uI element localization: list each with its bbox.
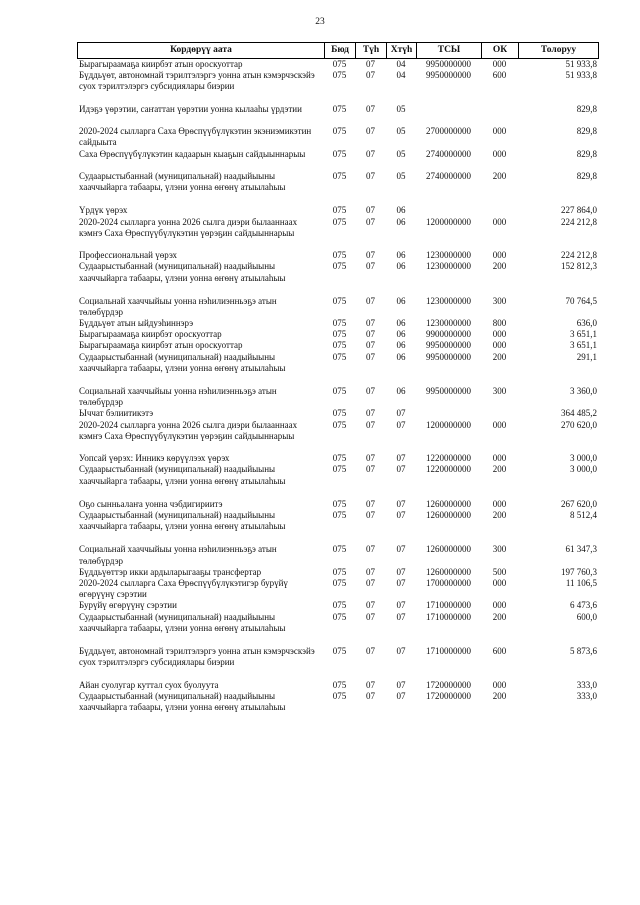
row-khtyh: 06 <box>396 329 406 340</box>
table-row <box>77 680 599 691</box>
row-biud: 075 <box>332 566 347 577</box>
row-name: Ыччат бэлиитикэтэ <box>79 408 154 419</box>
header-total: Толоруу <box>540 45 577 55</box>
row-khtyh: 07 <box>396 453 406 464</box>
row-khtyh: 06 <box>396 261 406 272</box>
row-tyh: 07 <box>366 70 375 81</box>
table-row <box>77 70 599 104</box>
table-row <box>77 217 599 251</box>
row-khtyh: 06 <box>396 250 406 261</box>
header-khtyh: Хтүһ <box>387 43 417 58</box>
row-biud: 075 <box>332 295 347 306</box>
table-row <box>77 510 599 532</box>
row-name: Бурүйү өгөрүүнү сэрэтии <box>79 600 177 611</box>
row-tsy: 1200000000 <box>426 419 471 430</box>
row-biud: 075 <box>332 59 347 69</box>
row-amount: 51 933,8 <box>565 70 597 81</box>
row-amount: 8 512,4 <box>570 509 597 520</box>
row-ok: 000 <box>492 148 507 159</box>
row-biud: 075 <box>332 408 347 419</box>
table-row <box>77 104 599 126</box>
row-khtyh: 06 <box>396 295 406 306</box>
row-biud: 075 <box>332 544 347 555</box>
row-amount: 3 360,0 <box>570 386 597 397</box>
row-amount: 227 864,0 <box>561 205 597 216</box>
row-tsy: 1710000000 <box>426 600 471 611</box>
row-tsy: 1700000000 <box>426 577 471 588</box>
row-tyh: 07 <box>366 600 375 611</box>
row-amount: 51 933,8 <box>565 59 597 69</box>
row-name: Бырагыраамаҕа киирбэт ороскуоттар <box>79 329 222 340</box>
row-name: Уопсай үөрэх: Инникэ көрүүлээх үөрэх <box>79 453 230 464</box>
row-ok: 000 <box>492 453 507 464</box>
row-tyh: 07 <box>366 318 375 329</box>
row-khtyh: 07 <box>396 408 406 419</box>
row-biud: 075 <box>332 509 347 520</box>
row-amount: 291,1 <box>576 351 597 362</box>
row-ok: 000 <box>492 419 507 430</box>
row-khtyh: 07 <box>396 679 406 690</box>
row-tyh: 07 <box>366 645 375 656</box>
row-amount: 636,0 <box>576 318 597 329</box>
row-tsy <box>416 408 481 419</box>
row-khtyh: 05 <box>396 103 406 114</box>
row-tsy: 1200000000 <box>426 216 471 227</box>
row-ok: 000 <box>492 329 507 340</box>
row-biud: 075 <box>332 318 347 329</box>
row-khtyh: 07 <box>396 544 406 555</box>
row-ok: 200 <box>492 261 507 272</box>
table-row <box>77 612 599 634</box>
row-amount: 333,0 <box>576 690 597 701</box>
row-khtyh: 07 <box>396 509 406 520</box>
row-name: Судаарыстыбаннай (муниципальнай) наадыйыыны хааччыйарга табаары, үлэни уонна өҥөнү атыылаһыы <box>79 261 286 283</box>
row-ok: 000 <box>492 59 507 69</box>
row-biud: 075 <box>332 690 347 701</box>
row-khtyh: 07 <box>396 419 406 430</box>
row-tsy: 1260000000 <box>426 566 471 577</box>
row-tyh: 07 <box>366 464 375 475</box>
row-biud: 075 <box>332 351 347 362</box>
row-ok: 600 <box>492 645 507 656</box>
row-amount: 270 620,0 <box>561 419 597 430</box>
row-tyh: 07 <box>366 419 375 430</box>
row-name: Саха Өрөспүүбүлүкэтин кадаарын кыаҕын сайдыыннарыы <box>79 148 306 159</box>
row-ok: 200 <box>492 351 507 362</box>
row-tyh: 07 <box>366 329 375 340</box>
row-ok: 200 <box>492 509 507 520</box>
row-amount: 829,8 <box>576 148 597 159</box>
row-tsy: 9950000000 <box>426 340 471 351</box>
row-biud: 075 <box>332 498 347 509</box>
row-name: Профессиональнай үөрэх <box>79 250 177 261</box>
row-tsy: 9900000000 <box>426 329 471 340</box>
row-amount: 3 651,1 <box>570 329 597 340</box>
row-khtyh: 05 <box>396 170 406 181</box>
row-tyh: 07 <box>366 295 375 306</box>
page-number: 23 <box>315 17 325 27</box>
row-name: Бүддьүөт, автономнай тэрилтэлэргэ уонна атын кэмэрчэскэйэ суох тэрилтэлэргэ субсидиялары биэрии <box>79 645 315 668</box>
row-khtyh: 07 <box>396 577 406 588</box>
row-khtyh: 06 <box>396 351 406 362</box>
row-biud: 075 <box>332 611 347 622</box>
row-name: Идэҕэ үөрэтии, саҥаттан үөрэтии уонна кылааһы үрдэтии <box>79 103 302 114</box>
row-khtyh: 07 <box>396 566 406 577</box>
row-ok <box>481 104 518 126</box>
row-khtyh: 07 <box>396 464 406 475</box>
row-ok: 000 <box>492 250 507 261</box>
row-name: Үрдүк үөрэх <box>79 205 128 216</box>
row-tsy: 2700000000 <box>426 126 471 137</box>
row-name: Бүддьүөттэр икки ардыларыгааҕы трансфертар <box>79 566 262 577</box>
header-name: Кордөрүү аата <box>78 43 325 58</box>
row-khtyh: 06 <box>396 205 406 216</box>
row-khtyh: 07 <box>396 498 406 509</box>
row-tsy: 1710000000 <box>426 645 471 656</box>
row-tyh: 07 <box>366 690 375 701</box>
table-row <box>77 499 599 510</box>
row-name: 2020-2024 сылларга Саха Өрөспүүбүлүкэтигэр бурүйү өгөрүүнү сэрэтии <box>79 577 288 600</box>
row-tyh: 07 <box>366 611 375 622</box>
row-biud: 075 <box>332 386 347 397</box>
row-amount: 364 485,2 <box>561 408 597 419</box>
row-amount: 6 473,6 <box>570 600 597 611</box>
row-tsy: 9950000000 <box>426 59 471 69</box>
row-name: Бырагыраамаҕа киирбэт атын ороскуоттар <box>79 59 243 69</box>
table-row <box>77 386 599 408</box>
row-tyh: 07 <box>366 577 375 588</box>
row-tsy: 1260000000 <box>426 498 471 509</box>
row-amount: 333,0 <box>576 679 597 690</box>
row-tyh: 07 <box>366 148 375 159</box>
row-tyh: 07 <box>366 205 375 216</box>
row-biud: 075 <box>332 453 347 464</box>
row-ok <box>481 205 518 216</box>
row-biud: 075 <box>332 679 347 690</box>
table-row <box>77 340 599 351</box>
row-biud: 075 <box>332 126 347 137</box>
header-tyh: Түһ <box>356 43 387 58</box>
row-biud: 075 <box>332 250 347 261</box>
row-tyh: 07 <box>366 498 375 509</box>
row-khtyh: 06 <box>396 216 406 227</box>
row-ok: 000 <box>492 340 507 351</box>
table-row <box>77 691 599 713</box>
row-khtyh: 06 <box>396 318 406 329</box>
table-row <box>77 329 599 340</box>
row-amount: 224 212,8 <box>561 250 597 261</box>
row-biud: 075 <box>332 340 347 351</box>
row-biud: 075 <box>332 645 347 656</box>
row-name: Социальнай хааччыйыы уонна нэһилиэнньэҕэ атын төлөбүрдэр <box>79 386 277 408</box>
row-khtyh: 07 <box>396 611 406 622</box>
row-biud: 075 <box>332 170 347 181</box>
row-name: 2020-2024 сылларга уонна 2026 сылга диэри былааннаах кэмҥэ Саха Өрөспүүбүлүкэтин үөрэҕин сайдыыннарыы <box>79 216 298 238</box>
row-amount: 11 106,5 <box>565 577 597 588</box>
row-khtyh: 04 <box>396 70 406 81</box>
row-name: Судаарыстыбаннай (муниципальнай) наадыйыыны хааччыйарга табаары, үлэни уонна өҥөнү атыылаһыы <box>79 690 286 712</box>
row-ok: 000 <box>492 216 507 227</box>
row-tyh: 07 <box>366 351 375 362</box>
row-biud: 075 <box>332 148 347 159</box>
table-row <box>77 261 599 283</box>
row-khtyh: 06 <box>396 386 406 397</box>
row-amount: 224 212,8 <box>561 216 597 227</box>
row-name: 2020-2024 сылларга Саха Өрөспүүбүлүкэтин экэниэмикэтин сайдыыта <box>79 126 312 148</box>
row-biud: 075 <box>332 261 347 272</box>
row-ok: 500 <box>492 566 507 577</box>
row-tsy: 1720000000 <box>426 690 471 701</box>
row-name: Бүддьүөт, автономнай тэрилтэлэргэ уонна атын кэмэрчэскэйэ суох тэрилтэлэргэ субсидиялары биэрии <box>79 70 315 92</box>
table-header <box>77 42 599 59</box>
row-biud: 075 <box>332 216 347 227</box>
table-row <box>77 464 599 486</box>
row-amount: 829,8 <box>576 103 597 114</box>
table-row <box>77 205 599 216</box>
row-name: Судаарыстыбаннай (муниципальнай) наадыйыыны хааччыйарга табаары, үлэни уонна өҥөнү атыылаһыы <box>79 464 286 486</box>
row-tyh: 07 <box>366 386 375 397</box>
row-ok: 300 <box>492 295 507 306</box>
row-amount: 70 764,5 <box>565 295 597 306</box>
row-name: Бүддьүөт атын ыйдуэһиннэрэ <box>79 318 194 329</box>
row-name: Социальнай хааччыйыы уонна нэһилиэнньэҕэ атын төлөбүрдэр <box>79 295 277 317</box>
header-ok: ОК <box>482 43 519 58</box>
row-biud: 075 <box>332 464 347 475</box>
table-row <box>77 600 599 611</box>
row-biud: 075 <box>332 329 347 340</box>
row-tyh: 07 <box>366 216 375 227</box>
table-row <box>77 544 599 566</box>
row-amount: 829,8 <box>576 170 597 181</box>
table-body <box>77 59 599 713</box>
row-tyh: 07 <box>366 170 375 181</box>
row-khtyh: 05 <box>396 126 406 137</box>
row-amount: 5 873,6 <box>570 645 597 656</box>
row-biud: 075 <box>332 70 347 81</box>
row-khtyh: 07 <box>396 645 406 656</box>
row-tsy: 1220000000 <box>426 464 471 475</box>
row-tsy: 9950000000 <box>426 386 471 397</box>
table-row <box>77 149 599 171</box>
row-tyh: 07 <box>366 509 375 520</box>
row-tyh: 07 <box>366 544 375 555</box>
table-row <box>77 352 599 374</box>
row-tsy: 1230000000 <box>426 261 471 272</box>
row-name: Бырагыраамаҕа киирбэт атын ороскуоттар <box>79 340 243 351</box>
table-row <box>77 171 599 193</box>
budget-table <box>77 42 599 713</box>
table-row <box>77 578 599 600</box>
row-amount: 267 620,0 <box>561 498 597 509</box>
row-khtyh: 04 <box>396 59 406 69</box>
row-name: Оҕо сынньалаҥа уонна чэбдигириитэ <box>79 498 223 509</box>
table-row <box>77 408 599 419</box>
row-tsy: 2740000000 <box>426 148 471 159</box>
row-tsy: 1230000000 <box>426 318 471 329</box>
row-name: 2020-2024 сылларга уонна 2026 сылга диэри былааннаах кэмҥэ Саха Өрөспүүбүлүкэтин үөрэҕин сайдыыннарыы <box>79 419 298 441</box>
row-ok: 200 <box>492 611 507 622</box>
row-biud: 075 <box>332 205 347 216</box>
row-tsy: 1230000000 <box>426 250 471 261</box>
row-amount: 829,8 <box>576 126 597 137</box>
table-row <box>77 59 599 70</box>
row-amount: 3 651,1 <box>570 340 597 351</box>
row-ok: 000 <box>492 600 507 611</box>
header-tsy: ТСЫ <box>417 43 482 58</box>
table-row <box>77 420 599 454</box>
row-ok: 000 <box>492 498 507 509</box>
row-tsy: 9950000000 <box>426 70 471 81</box>
row-name: Судаарыстыбаннай (муниципальнай) наадыйыыны хааччыйарга табаары, үлэни уонна өҥөнү атыылаһыы <box>79 170 286 193</box>
row-tyh: 07 <box>366 679 375 690</box>
row-tsy: 1220000000 <box>426 453 471 464</box>
row-ok: 200 <box>492 170 507 181</box>
row-ok: 000 <box>492 577 507 588</box>
row-ok: 600 <box>492 70 507 81</box>
row-ok: 200 <box>492 464 507 475</box>
table-row <box>77 126 599 148</box>
row-tsy <box>416 104 481 126</box>
row-biud: 075 <box>332 600 347 611</box>
row-name: Судаарыстыбаннай (муниципальнай) наадыйыыны хааччыйарга табаары, үлэни уонна өҥөнү атыылаһыы <box>79 611 286 633</box>
row-biud: 075 <box>332 419 347 430</box>
row-name: Айан суолугар куттал суох буолуута <box>79 679 219 690</box>
row-khtyh: 07 <box>396 600 406 611</box>
row-ok <box>481 408 518 419</box>
row-name: Судаарыстыбаннай (муниципальнай) наадыйыыны хааччыйарга табаары, үлэни уонна өҥөнү атыылаһыы <box>79 351 286 373</box>
row-ok: 800 <box>492 318 507 329</box>
row-ok: 300 <box>492 544 507 555</box>
row-amount: 152 812,3 <box>561 261 597 272</box>
row-biud: 075 <box>332 103 347 114</box>
row-tsy: 1710000000 <box>426 611 471 622</box>
row-ok: 000 <box>492 126 507 137</box>
table-row <box>77 453 599 464</box>
row-tsy: 2740000000 <box>426 170 471 181</box>
table-row <box>77 567 599 578</box>
row-tyh: 07 <box>366 340 375 351</box>
row-biud: 075 <box>332 577 347 588</box>
header-biud: Бюд <box>325 43 356 58</box>
row-tsy: 1260000000 <box>426 544 471 555</box>
row-tyh: 07 <box>366 126 375 137</box>
row-khtyh: 06 <box>396 340 406 351</box>
table-row <box>77 296 599 318</box>
row-tsy <box>416 205 481 216</box>
row-amount: 3 000,0 <box>570 453 597 464</box>
row-amount: 600,0 <box>576 611 597 622</box>
row-amount: 3 000,0 <box>570 464 597 475</box>
row-ok: 000 <box>492 679 507 690</box>
row-ok: 300 <box>492 386 507 397</box>
row-amount: 61 347,3 <box>565 544 597 555</box>
row-name: Социальнай хааччыйыы уонна нэһилиэнньэҕэ атын төлөбүрдэр <box>79 544 277 566</box>
row-tyh: 07 <box>366 408 375 419</box>
row-amount: 197 760,3 <box>561 566 597 577</box>
row-tyh: 07 <box>366 59 375 69</box>
row-ok: 200 <box>492 690 507 701</box>
table-row <box>77 646 599 680</box>
row-name: Судаарыстыбаннай (муниципальнай) наадыйыыны хааччыйарга табаары, үлэни уонна өҥөнү атыылаһыы <box>79 509 286 532</box>
row-tsy: 1260000000 <box>426 509 471 520</box>
row-khtyh: 05 <box>396 148 406 159</box>
table-row <box>77 318 599 329</box>
row-tsy: 1720000000 <box>426 679 471 690</box>
row-tyh: 07 <box>366 261 375 272</box>
row-tsy: 9950000000 <box>426 351 471 362</box>
row-tyh: 07 <box>366 250 375 261</box>
row-tyh: 07 <box>366 566 375 577</box>
row-tyh: 07 <box>366 103 375 114</box>
row-tyh: 07 <box>366 453 375 464</box>
table-row <box>77 250 599 261</box>
row-tsy: 1230000000 <box>426 295 471 306</box>
row-khtyh: 07 <box>396 690 406 701</box>
